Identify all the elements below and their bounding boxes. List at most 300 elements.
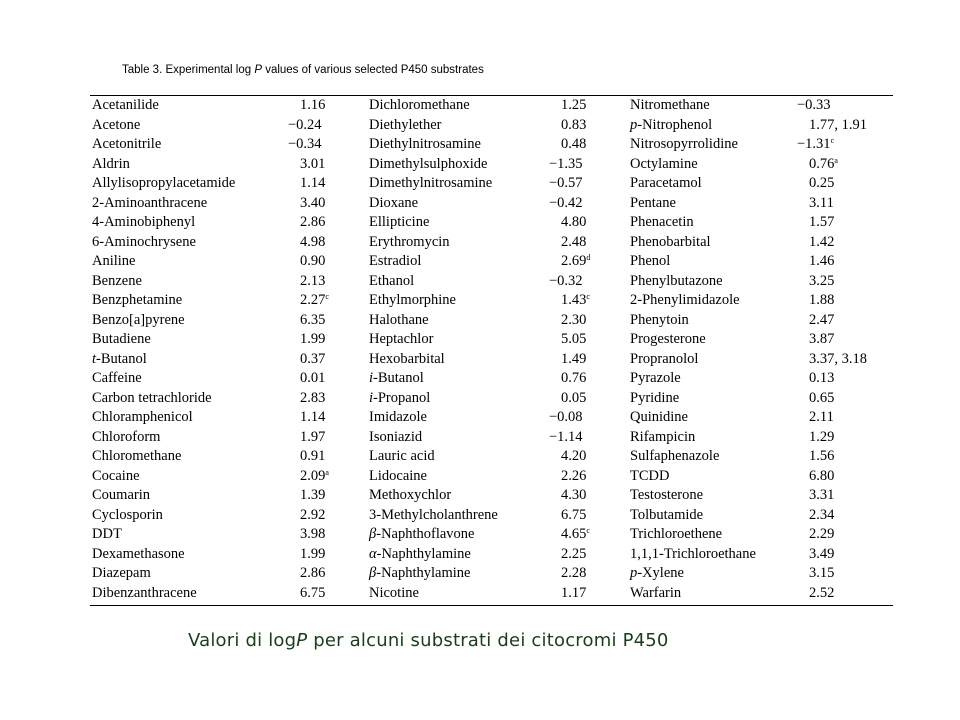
logp-value (288, 116, 322, 136)
name-text: 4-Aminobiphenyl (92, 214, 196, 230)
substrate-name (630, 194, 676, 214)
substrate-name (630, 389, 679, 409)
logp-value (549, 428, 583, 448)
value-text: 1.29 (809, 428, 835, 445)
footnote-mark: a (325, 467, 329, 477)
substrate-name (369, 213, 429, 233)
value-text: −1.31 (797, 136, 831, 152)
logp-value (809, 428, 834, 448)
logp-value (300, 389, 325, 409)
value-text: −0.34 (288, 136, 322, 152)
logp-value (561, 96, 586, 116)
name-text: Acetanilide (92, 97, 159, 113)
logp-value (809, 525, 834, 545)
name-text: Halothane (369, 311, 429, 328)
substrate-name (630, 233, 711, 253)
value-text: 2.25 (561, 545, 587, 562)
name-text: Phenacetin (630, 214, 694, 230)
logp-value (549, 174, 583, 194)
substrate-name (92, 155, 130, 175)
logp-value (809, 311, 834, 331)
value-text: 2.28 (561, 565, 587, 581)
logp-value (561, 116, 586, 136)
footnote-mark: c (586, 292, 590, 301)
substrate-name (630, 311, 689, 331)
substrate-name (369, 506, 498, 526)
name-text: Phenytoin (630, 311, 689, 328)
logp-value (561, 135, 586, 155)
value-text: 1.25 (561, 97, 587, 113)
name-text: Nitromethane (630, 97, 710, 113)
name-prefix: t (92, 350, 97, 367)
logp-value (300, 213, 325, 233)
logp-value (300, 291, 329, 311)
logp-value (549, 194, 583, 214)
value-text: 1.43 (561, 292, 587, 308)
slide-caption-italic: P (296, 630, 308, 651)
value-text: −0.42 (549, 194, 583, 211)
value-text: −1.35 (549, 155, 583, 172)
logp-value (809, 584, 834, 604)
logp-value (300, 447, 325, 467)
name-text: Coumarin (92, 487, 150, 503)
logp-value (809, 330, 834, 350)
value-text: −0.57 (549, 175, 583, 191)
name-text: Quinidine (630, 409, 688, 425)
logp-value (561, 330, 586, 350)
footnote-mark: a (834, 155, 838, 165)
name-text: Chloramphenicol (92, 409, 193, 425)
logp-value (809, 564, 834, 584)
value-text: 6.75 (561, 506, 587, 523)
substrate-name (369, 155, 487, 175)
name-text: Erythromycin (369, 233, 450, 250)
logp-value (561, 584, 586, 604)
substrate-name (92, 116, 140, 136)
logp-value (288, 135, 322, 155)
substrate-name (630, 330, 706, 350)
substrate-name (369, 272, 414, 292)
logp-value (561, 291, 590, 311)
name-text: -Naphthylamine (376, 565, 471, 581)
name-text: Estradiol (369, 253, 422, 269)
substrate-name (92, 467, 140, 487)
logp-value (809, 291, 834, 311)
value-text: 1.16 (300, 97, 326, 113)
substrate-name (369, 174, 492, 194)
slide-caption (188, 630, 669, 651)
value-text: 2.92 (300, 506, 326, 523)
name-text: Dibenzanthracene (92, 584, 197, 601)
name-text: Nicotine (369, 584, 419, 601)
logp-value (300, 194, 325, 214)
footnote-mark: c (325, 292, 329, 301)
value-text: 0.65 (809, 389, 835, 406)
value-text: 3.98 (300, 526, 326, 542)
logp-value (300, 408, 325, 428)
substrate-name (369, 116, 441, 136)
substrate-name (92, 311, 185, 331)
logp-value (300, 486, 325, 506)
substrate-name (92, 447, 181, 467)
substrate-name (630, 155, 698, 175)
logp-value (809, 506, 834, 526)
substrate-name (630, 272, 723, 292)
logp-value (561, 545, 586, 565)
logp-value (300, 174, 325, 194)
value-text: −0.33 (797, 97, 831, 113)
logp-value (561, 389, 586, 409)
value-text: −0.08 (549, 409, 583, 425)
logp-value (300, 311, 325, 331)
name-text: Nitrosopyrrolidine (630, 136, 738, 152)
value-text: 3.01 (300, 155, 326, 172)
substrate-name (92, 369, 142, 389)
logp-value (300, 584, 325, 604)
substrate-name (369, 194, 418, 214)
name-text: Sulfaphenazole (630, 448, 720, 464)
logp-value (300, 506, 325, 526)
name-text: 2-Phenylimidazole (630, 292, 740, 308)
value-text: 0.48 (561, 136, 587, 152)
logp-value (300, 155, 325, 175)
logp-value (809, 194, 834, 214)
value-text: 2.30 (561, 311, 587, 328)
value-text: 3.11 (809, 194, 834, 211)
value-text: 3.15 (809, 565, 835, 581)
substrate-name (630, 545, 756, 565)
name-text: Tolbutamide (630, 506, 704, 523)
substrate-name (369, 408, 427, 428)
name-text: Progesterone (630, 331, 706, 347)
logp-value (561, 447, 586, 467)
name-text: Chloroform (92, 428, 161, 445)
table-caption-text: Table 3. Experimental log (122, 64, 255, 76)
substrate-name (92, 525, 122, 545)
value-text: 0.76 (561, 370, 587, 386)
value-text: 3.40 (300, 194, 326, 211)
name-text: Dimethylsulphoxide (369, 155, 488, 172)
substrate-name (369, 525, 474, 545)
substrate-name (92, 213, 195, 233)
value-text: 1.99 (300, 331, 326, 347)
value-text: 1.14 (300, 175, 326, 191)
logp-value (809, 272, 834, 292)
name-text: Carbon tetrachloride (92, 389, 212, 406)
substrate-name (92, 564, 151, 584)
logp-value (809, 350, 867, 370)
substrate-name (630, 584, 681, 604)
name-text: Paracetamol (630, 175, 702, 191)
value-text: 3.25 (809, 272, 835, 289)
table-caption-italic: P (254, 64, 262, 76)
substrate-name (369, 564, 470, 584)
substrate-name (630, 525, 722, 545)
name-text: Heptachlor (369, 331, 434, 347)
substrate-name (92, 486, 150, 506)
name-text: Benzene (92, 272, 142, 289)
name-text: Methoxychlor (369, 487, 452, 503)
name-text: Ellipticine (369, 214, 430, 230)
logp-value (561, 525, 590, 545)
name-text: Aniline (92, 253, 136, 269)
name-text: Hexobarbital (369, 350, 445, 367)
value-text: 1.56 (809, 448, 835, 464)
logp-value (561, 369, 586, 389)
value-text: 4.30 (561, 487, 587, 503)
logp-value (561, 252, 590, 272)
value-text: 6.35 (300, 311, 326, 328)
name-text: Isoniazid (369, 428, 423, 445)
substrate-name (369, 252, 421, 272)
name-text: 6-Aminochrysene (92, 233, 196, 250)
logp-value (300, 545, 325, 565)
name-text: Acetone (92, 116, 141, 133)
value-text: 2.13 (300, 272, 326, 289)
name-text: 3-Methylcholanthrene (369, 506, 498, 523)
logp-value (809, 233, 834, 253)
value-text: −0.24 (288, 116, 322, 133)
value-text: 6.75 (300, 584, 326, 601)
substrate-name (92, 506, 163, 526)
name-text: Dichloromethane (369, 97, 470, 113)
substrate-name (369, 584, 419, 604)
substrate-name (369, 311, 429, 331)
value-text: 2.86 (300, 565, 326, 581)
logp-value (809, 408, 834, 428)
value-text: 3.49 (809, 545, 835, 562)
logp-value (809, 447, 834, 467)
logp-value (300, 564, 325, 584)
value-text: 1.57 (809, 214, 835, 230)
substrate-name (369, 233, 450, 253)
logp-value (300, 233, 325, 253)
logp-value (300, 525, 325, 545)
name-text: DDT (92, 526, 122, 542)
substrate-name (630, 467, 669, 487)
footnote-mark: c (830, 136, 835, 145)
substrate-name (369, 486, 451, 506)
logp-value (300, 272, 325, 292)
value-text: 1.42 (809, 233, 835, 250)
logp-value (561, 233, 586, 253)
value-text: 1.88 (809, 292, 835, 308)
substrate-name (369, 291, 456, 311)
logp-value (300, 96, 325, 116)
name-text: Butadiene (92, 331, 151, 347)
name-text: Caffeine (92, 370, 142, 386)
substrate-name (369, 545, 471, 565)
name-text: -Nitrophenol (637, 116, 713, 133)
logp-value (809, 116, 867, 136)
name-text: Dexamethasone (92, 545, 185, 562)
substrate-name (630, 447, 719, 467)
name-text: Ethanol (369, 272, 415, 289)
value-text: 2.83 (300, 389, 326, 406)
name-text: -Butanol (96, 350, 147, 367)
name-prefix: p (630, 116, 638, 133)
slide-caption-text: Valori di log (188, 630, 297, 651)
substrate-name (92, 408, 193, 428)
substrate-name (630, 291, 740, 311)
name-text: Aldrin (92, 155, 130, 172)
logp-value (300, 467, 329, 487)
logp-value (809, 155, 838, 175)
logp-value (561, 467, 586, 487)
substrate-name (630, 506, 703, 526)
name-text: Diazepam (92, 565, 151, 581)
substrate-name (92, 545, 185, 565)
logp-value (549, 155, 583, 175)
name-text: Warfarin (630, 584, 682, 601)
table-caption-text-end: values of various selected P450 substrates (262, 64, 484, 76)
logp-value (809, 213, 834, 233)
name-text: -Xylene (637, 565, 684, 581)
value-text: 1.14 (300, 409, 326, 425)
substrate-name (92, 584, 197, 604)
value-text: 2.29 (809, 526, 835, 542)
value-text: 0.91 (300, 448, 326, 464)
value-text: 1.17 (561, 584, 587, 601)
substrate-name (369, 330, 433, 350)
name-text: Testosterone (630, 487, 704, 503)
substrate-name (630, 564, 684, 584)
value-text: 0.90 (300, 253, 326, 269)
value-text: 3.31 (809, 487, 835, 503)
substrate-name (92, 350, 147, 370)
value-text: −1.14 (549, 428, 583, 445)
name-text: Acetonitrile (92, 136, 162, 152)
substrate-name (630, 116, 712, 136)
logp-value (561, 350, 586, 370)
name-text: Phenylbutazone (630, 272, 723, 289)
name-prefix: i (369, 389, 374, 406)
name-text: -Butanol (373, 370, 424, 386)
value-text: 4.98 (300, 233, 326, 250)
name-text: Ethylmorphine (369, 292, 456, 308)
logp-value (809, 252, 834, 272)
substrate-name (630, 252, 670, 272)
name-text: Benzo[a]pyrene (92, 311, 185, 328)
value-text: 3.37, 3.18 (809, 350, 867, 367)
name-text: Lidocaine (369, 467, 427, 484)
name-text: -Naphthylamine (376, 545, 471, 562)
logp-value (300, 369, 325, 389)
substrate-name (630, 174, 702, 194)
name-text: Chloromethane (92, 448, 182, 464)
logp-value (809, 545, 834, 565)
logp-value (809, 486, 834, 506)
name-prefix: i (369, 370, 374, 386)
value-text: 2.48 (561, 233, 587, 250)
table-caption (122, 64, 484, 76)
value-text: 4.65 (561, 526, 587, 542)
name-text: Dimethylnitrosamine (369, 175, 493, 191)
name-text: Benzphetamine (92, 292, 183, 308)
name-text: Lauric acid (369, 448, 435, 464)
logp-value (549, 408, 583, 428)
name-text: Propranolol (630, 350, 699, 367)
value-text: 2.69 (561, 253, 587, 269)
name-text: 1,1,1-Trichloroethane (630, 545, 756, 562)
value-text: 2.26 (561, 467, 587, 484)
value-text: 0.76 (809, 155, 835, 172)
name-text: Dioxane (369, 194, 419, 211)
value-text: 2.27 (300, 292, 326, 308)
substrate-name (630, 428, 695, 448)
name-text: Trichloroethene (630, 526, 723, 542)
value-text: 5.05 (561, 331, 587, 347)
substrate-name (630, 213, 694, 233)
value-text: 0.13 (809, 370, 835, 386)
name-text: Allylisopropylacetamide (92, 175, 236, 191)
value-text: 3.87 (809, 331, 835, 347)
value-text: 1.97 (300, 428, 326, 445)
name-text: Cocaine (92, 467, 140, 484)
substrate-name (369, 369, 424, 389)
name-text: Pyridine (630, 389, 680, 406)
substrate-name (92, 174, 235, 194)
logp-value (561, 213, 586, 233)
name-text: Cyclosporin (92, 506, 163, 523)
value-text: 0.05 (561, 389, 587, 406)
substrate-name (92, 135, 161, 155)
substrate-name (369, 467, 427, 487)
name-prefix: β (369, 526, 377, 542)
footnote-mark: d (586, 253, 591, 262)
substrate-name (630, 350, 698, 370)
logp-value (300, 350, 325, 370)
name-text: TCDD (630, 467, 670, 484)
logp-value (300, 330, 325, 350)
value-text: 6.80 (809, 467, 835, 484)
name-text: Pentane (630, 194, 676, 211)
slide-caption-text-end: per alcuni substrati dei citocromi P450 (307, 630, 669, 651)
value-text: 1.49 (561, 350, 587, 367)
logp-value (561, 486, 586, 506)
substrate-name (92, 233, 196, 253)
logp-value (549, 272, 583, 292)
name-text: Diethylnitrosamine (369, 136, 481, 152)
substrate-name (369, 350, 445, 370)
logp-value (561, 564, 586, 584)
value-text: 1.99 (300, 545, 326, 562)
name-text: Phenobarbital (630, 233, 711, 250)
substrate-name (630, 408, 688, 428)
substrate-name (92, 272, 142, 292)
logp-value (797, 135, 834, 155)
value-text: 2.86 (300, 214, 326, 230)
name-text: -Naphthoflavone (376, 526, 475, 542)
substrate-name (630, 369, 681, 389)
logp-value (300, 252, 325, 272)
value-text: 1.39 (300, 487, 326, 503)
substrate-name (630, 486, 703, 506)
name-text: Phenol (630, 253, 671, 269)
logp-value (809, 467, 834, 487)
substrate-name (92, 96, 159, 116)
substrate-name (92, 389, 212, 409)
logp-value (561, 506, 586, 526)
substrate-name (92, 330, 151, 350)
value-text: 2.47 (809, 311, 835, 328)
logp-value (561, 311, 586, 331)
value-text: 2.52 (809, 584, 835, 601)
substrate-name (369, 389, 430, 409)
name-prefix: p (630, 565, 638, 581)
substrate-name (630, 96, 710, 116)
value-text: 4.80 (561, 214, 587, 230)
